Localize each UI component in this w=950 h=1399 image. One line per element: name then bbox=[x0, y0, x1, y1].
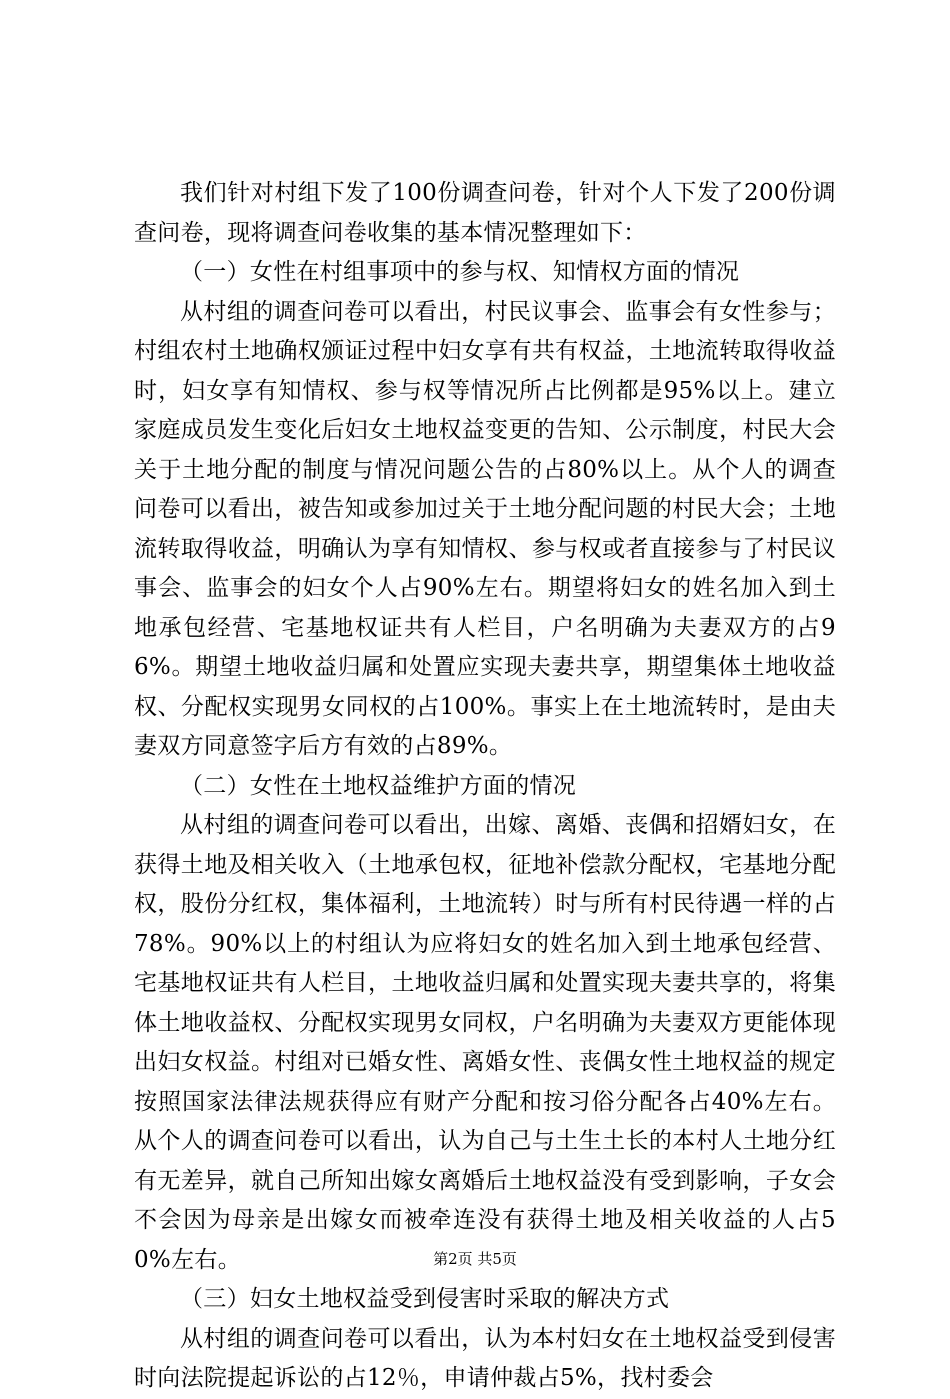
section-1-paragraph: 从村组的调查问卷可以看出，村民议事会、监事会有女性参与；村组农村土地确权颁证过程中妇女享有共有权益，土地流转取得收益时，妇女享有知情权、参与权等情况所占比例都是95%以上。建立家庭成员发生变化后妇女土地权益变更的告知、公示制度，村民大会关于土地分配的制度与情况问题公告的占80%以上。从个人的调查问卷可以看出，被告知或参加过关于土地分配问题的村民大会；土地流转取得收益，明确认为享有知情权、参与权或者直接参与了村民议事会、监事会的妇女个人占90%左右。期望将妇女的姓名加入到土地承包经营、宅基地权证共有人栏目，户名明确为夫妻双方的占96%。期望土地收益归属和处置应实现夫妻共享，期望集体土地收益权、分配权实现男女同权的占100%。事实上在土地流转时，是由夫妻双方同意签字后方有效的占89%。 bbox=[134, 298, 836, 759]
intro-paragraph: 我们针对村组下发了100份调查问卷，针对个人下发了200份调查问卷，现将调查问卷收集的基本情况整理如下： bbox=[134, 180, 836, 246]
section-2-paragraph: 从村组的调查问卷可以看出，出嫁、离婚、丧偶和招婿妇女，在获得土地及相关收入（土地承包权，征地补偿款分配权，宅基地分配权，股份分红权，集体福利，土地流转）时与所有村民待遇一样的占78%。90%以上的村组认为应将妇女的姓名加入到土地承包经营、宅基地权证共有人栏目，土地收益归属和处置实现夫妻共享的，将集体土地收益权、分配权实现男女同权，户名明确为夫妻双方更能体现出妇女权益。村组对已婚女性、离婚女性、丧偶女性土地权益的规定按照国家法律法规获得应有财产分配和按习俗分配各占40%左右。从个人的调查问卷可以看出，认为自己与土生土长的本村人土地分红有无差异，就自己所知出嫁女离婚后土地权益没有受到影响，子女会不会因为母亲是出嫁女而被牵连没有获得土地及相关收益的人占50%左右。 bbox=[134, 812, 836, 1273]
section-3-paragraph: 从村组的调查问卷可以看出，认为本村妇女在土地权益受到侵害时向法院提起诉讼的占12％，申请仲裁占5%，找村委会 bbox=[134, 1325, 836, 1391]
section-heading-2: （二）女性在土地权益维护方面的情况 bbox=[180, 772, 577, 799]
section-heading-3: （三）妇女土地权益受到侵害时采取的解决方式 bbox=[180, 1286, 670, 1312]
page-footer: 第2页 共5页 bbox=[433, 1250, 517, 1268]
section-heading-1: （一）女性在村组事项中的参与权、知情权方面的情况 bbox=[180, 259, 740, 285]
document-body bbox=[134, 174, 836, 1399]
